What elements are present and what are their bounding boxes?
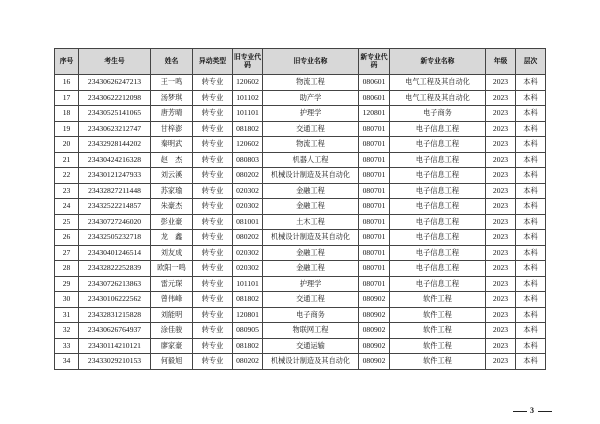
cell-grade: 2023 — [486, 75, 516, 91]
cell-name: 甘梓澎 — [151, 121, 193, 137]
cell-level: 本科 — [516, 168, 546, 184]
cell-new-major: 电子信息工程 — [390, 183, 486, 199]
cell-grade: 2023 — [486, 168, 516, 184]
cell-grade: 2023 — [486, 121, 516, 137]
cell-old-major: 金融工程 — [263, 199, 359, 215]
cell-new-major: 电子信息工程 — [390, 245, 486, 261]
cell-grade: 2023 — [486, 261, 516, 277]
cell-new-major: 电子商务 — [390, 106, 486, 122]
cell-change-type: 转专业 — [193, 230, 233, 246]
cell-seq: 29 — [55, 276, 79, 292]
cell-new-code: 080701 — [359, 152, 390, 168]
cell-name: 朱豪杰 — [151, 199, 193, 215]
cell-level: 本科 — [516, 106, 546, 122]
cell-new-major: 电气工程及其自动化 — [390, 90, 486, 106]
cell-name: 廖家豪 — [151, 338, 193, 354]
cell-new-code: 080701 — [359, 214, 390, 230]
cell-old-code: 081001 — [233, 214, 263, 230]
table-row — [55, 75, 546, 91]
cell-old-code: 120801 — [233, 307, 263, 323]
cell-new-code: 080902 — [359, 338, 390, 354]
cell-new-code: 080701 — [359, 261, 390, 277]
cell-old-major: 土木工程 — [263, 214, 359, 230]
cell-new-code: 080701 — [359, 168, 390, 184]
cell-old-major: 物流工程 — [263, 75, 359, 91]
cell-new-major: 电子信息工程 — [390, 152, 486, 168]
cell-name: 刘云溪 — [151, 168, 193, 184]
table-row — [55, 152, 546, 168]
table-row — [55, 90, 546, 106]
cell-change-type: 转专业 — [193, 75, 233, 91]
table-row — [55, 183, 546, 199]
cell-name: 唐芳晴 — [151, 106, 193, 122]
cell-seq: 25 — [55, 214, 79, 230]
cell-seq: 31 — [55, 307, 79, 323]
header-seq: 序号 — [55, 49, 79, 75]
cell-new-major: 电子信息工程 — [390, 230, 486, 246]
cell-seq: 30 — [55, 292, 79, 308]
cell-new-code: 080701 — [359, 276, 390, 292]
cell-level: 本科 — [516, 199, 546, 215]
header-level: 层次 — [516, 49, 546, 75]
cell-exam-id: 23430623212747 — [79, 121, 151, 137]
cell-old-major: 金融工程 — [263, 245, 359, 261]
cell-name: 龙 鑫 — [151, 230, 193, 246]
cell-seq: 27 — [55, 245, 79, 261]
cell-new-code: 080601 — [359, 75, 390, 91]
cell-seq: 22 — [55, 168, 79, 184]
table-row — [55, 121, 546, 137]
cell-name: 刘友成 — [151, 245, 193, 261]
cell-old-code: 020302 — [233, 261, 263, 277]
cell-level: 本科 — [516, 183, 546, 199]
cell-seq: 24 — [55, 199, 79, 215]
cell-grade: 2023 — [486, 245, 516, 261]
cell-change-type: 转专业 — [193, 214, 233, 230]
cell-grade: 2023 — [486, 152, 516, 168]
table-row — [55, 230, 546, 246]
cell-grade: 2023 — [486, 276, 516, 292]
cell-new-major: 电子信息工程 — [390, 276, 486, 292]
cell-change-type: 转专业 — [193, 323, 233, 339]
table-row — [55, 168, 546, 184]
cell-old-major: 机械设计制造及其自动化 — [263, 230, 359, 246]
cell-grade: 2023 — [486, 230, 516, 246]
cell-exam-id: 23432827211448 — [79, 183, 151, 199]
cell-new-major: 电子信息工程 — [390, 261, 486, 277]
cell-grade: 2023 — [486, 199, 516, 215]
cell-level: 本科 — [516, 323, 546, 339]
cell-new-code: 120801 — [359, 106, 390, 122]
cell-new-code: 080902 — [359, 307, 390, 323]
header-old-major: 旧专业名称 — [263, 49, 359, 75]
cell-new-major: 电子信息工程 — [390, 121, 486, 137]
cell-change-type: 转专业 — [193, 199, 233, 215]
cell-old-major: 助产学 — [263, 90, 359, 106]
cell-new-major: 电子信息工程 — [390, 137, 486, 153]
cell-change-type: 转专业 — [193, 152, 233, 168]
cell-new-code: 080701 — [359, 245, 390, 261]
cell-name: 雷元琛 — [151, 276, 193, 292]
cell-seq: 20 — [55, 137, 79, 153]
cell-exam-id: 23432831215828 — [79, 307, 151, 323]
cell-level: 本科 — [516, 137, 546, 153]
header-exam-id: 考生号 — [79, 49, 151, 75]
cell-grade: 2023 — [486, 214, 516, 230]
cell-level: 本科 — [516, 245, 546, 261]
cell-exam-id: 23430626764937 — [79, 323, 151, 339]
cell-exam-id: 23432822252839 — [79, 261, 151, 277]
cell-grade: 2023 — [486, 307, 516, 323]
cell-new-code: 080701 — [359, 137, 390, 153]
cell-old-major: 电子商务 — [263, 307, 359, 323]
table-row — [55, 307, 546, 323]
cell-name: 曾伟峰 — [151, 292, 193, 308]
cell-old-code: 120602 — [233, 75, 263, 91]
cell-change-type: 转专业 — [193, 106, 233, 122]
cell-new-code: 080601 — [359, 90, 390, 106]
cell-change-type: 转专业 — [193, 121, 233, 137]
cell-level: 本科 — [516, 261, 546, 277]
cell-exam-id: 23432928144202 — [79, 137, 151, 153]
cell-change-type: 转专业 — [193, 292, 233, 308]
cell-change-type: 转专业 — [193, 183, 233, 199]
table-row — [55, 354, 546, 370]
cell-old-code: 120602 — [233, 137, 263, 153]
cell-old-major: 机械设计制造及其自动化 — [263, 168, 359, 184]
cell-old-major: 交通运输 — [263, 338, 359, 354]
table-row — [55, 214, 546, 230]
header-new-major: 新专业名称 — [390, 49, 486, 75]
cell-name: 彭业豪 — [151, 214, 193, 230]
cell-old-major: 金融工程 — [263, 183, 359, 199]
cell-seq: 16 — [55, 75, 79, 91]
cell-name: 何毅旭 — [151, 354, 193, 370]
cell-old-code: 101101 — [233, 276, 263, 292]
table-row — [55, 199, 546, 215]
cell-new-major: 软件工程 — [390, 292, 486, 308]
cell-level: 本科 — [516, 354, 546, 370]
cell-change-type: 转专业 — [193, 245, 233, 261]
cell-seq: 32 — [55, 323, 79, 339]
cell-old-code: 081802 — [233, 338, 263, 354]
cell-old-code: 020302 — [233, 199, 263, 215]
cell-new-major: 电子信息工程 — [390, 214, 486, 230]
cell-old-major: 交通工程 — [263, 121, 359, 137]
cell-new-code: 080701 — [359, 121, 390, 137]
cell-new-major: 电气工程及其自动化 — [390, 75, 486, 91]
cell-old-major: 护理学 — [263, 276, 359, 292]
table-row — [55, 292, 546, 308]
cell-old-code: 101102 — [233, 90, 263, 106]
cell-level: 本科 — [516, 152, 546, 168]
cell-old-major: 物联网工程 — [263, 323, 359, 339]
cell-new-major: 软件工程 — [390, 338, 486, 354]
cell-change-type: 转专业 — [193, 261, 233, 277]
transfer-roster-table — [54, 48, 546, 370]
cell-grade: 2023 — [486, 137, 516, 153]
page-number — [513, 406, 552, 415]
cell-level: 本科 — [516, 214, 546, 230]
table-row — [55, 338, 546, 354]
page-number-dash-left — [513, 411, 527, 412]
header-name: 姓名 — [151, 49, 193, 75]
cell-name: 苏家瑜 — [151, 183, 193, 199]
cell-new-major: 电子信息工程 — [390, 199, 486, 215]
cell-grade: 2023 — [486, 338, 516, 354]
cell-old-code: 080803 — [233, 152, 263, 168]
cell-seq: 23 — [55, 183, 79, 199]
cell-change-type: 转专业 — [193, 354, 233, 370]
cell-grade: 2023 — [486, 323, 516, 339]
cell-new-major: 软件工程 — [390, 323, 486, 339]
cell-name: 欧阳一鸣 — [151, 261, 193, 277]
cell-new-code: 080701 — [359, 230, 390, 246]
cell-old-code: 020302 — [233, 245, 263, 261]
cell-seq: 33 — [55, 338, 79, 354]
cell-exam-id: 23430622212098 — [79, 90, 151, 106]
cell-old-code: 080202 — [233, 230, 263, 246]
cell-new-code: 080902 — [359, 323, 390, 339]
cell-name: 刘能明 — [151, 307, 193, 323]
cell-seq: 21 — [55, 152, 79, 168]
cell-exam-id: 23433029210153 — [79, 354, 151, 370]
header-new-code: 新专业代码 — [359, 49, 390, 75]
cell-old-major: 机器人工程 — [263, 152, 359, 168]
cell-change-type: 转专业 — [193, 168, 233, 184]
table-row — [55, 276, 546, 292]
cell-old-code: 081802 — [233, 121, 263, 137]
cell-seq: 19 — [55, 121, 79, 137]
cell-level: 本科 — [516, 121, 546, 137]
cell-exam-id: 23430626247213 — [79, 75, 151, 91]
cell-new-code: 080701 — [359, 183, 390, 199]
cell-name: 涂佳骏 — [151, 323, 193, 339]
cell-old-code: 020302 — [233, 183, 263, 199]
cell-name: 赵 杰 — [151, 152, 193, 168]
cell-exam-id: 23430726213863 — [79, 276, 151, 292]
cell-old-major: 交通工程 — [263, 292, 359, 308]
header-grade: 年级 — [486, 49, 516, 75]
cell-seq: 18 — [55, 106, 79, 122]
cell-old-code: 080202 — [233, 168, 263, 184]
cell-grade: 2023 — [486, 106, 516, 122]
cell-exam-id: 23432522214857 — [79, 199, 151, 215]
table-row — [55, 261, 546, 277]
cell-old-major: 机械设计制造及其自动化 — [263, 354, 359, 370]
header-row — [55, 49, 546, 75]
cell-change-type: 转专业 — [193, 338, 233, 354]
cell-old-major: 物流工程 — [263, 137, 359, 153]
cell-old-code: 080202 — [233, 354, 263, 370]
cell-new-major: 软件工程 — [390, 354, 486, 370]
cell-exam-id: 23430727246020 — [79, 214, 151, 230]
cell-level: 本科 — [516, 292, 546, 308]
cell-level: 本科 — [516, 90, 546, 106]
cell-old-major: 护理学 — [263, 106, 359, 122]
cell-new-code: 080701 — [359, 199, 390, 215]
cell-name: 王一鸣 — [151, 75, 193, 91]
cell-new-major: 软件工程 — [390, 307, 486, 323]
cell-grade: 2023 — [486, 183, 516, 199]
cell-new-major: 电子信息工程 — [390, 168, 486, 184]
page-number-value: 3 — [530, 406, 535, 415]
cell-name: 秦明武 — [151, 137, 193, 153]
cell-old-code: 101101 — [233, 106, 263, 122]
table-row — [55, 137, 546, 153]
cell-grade: 2023 — [486, 90, 516, 106]
cell-seq: 17 — [55, 90, 79, 106]
cell-seq: 34 — [55, 354, 79, 370]
cell-level: 本科 — [516, 75, 546, 91]
cell-seq: 26 — [55, 230, 79, 246]
cell-new-code: 080902 — [359, 292, 390, 308]
cell-exam-id: 23430525141065 — [79, 106, 151, 122]
cell-seq: 28 — [55, 261, 79, 277]
cell-grade: 2023 — [486, 292, 516, 308]
cell-change-type: 转专业 — [193, 276, 233, 292]
cell-exam-id: 23430424216328 — [79, 152, 151, 168]
table-body — [55, 75, 546, 370]
cell-old-major: 金融工程 — [263, 261, 359, 277]
cell-exam-id: 23430114210121 — [79, 338, 151, 354]
cell-change-type: 转专业 — [193, 307, 233, 323]
cell-exam-id: 23430106222562 — [79, 292, 151, 308]
cell-level: 本科 — [516, 230, 546, 246]
cell-level: 本科 — [516, 307, 546, 323]
cell-level: 本科 — [516, 276, 546, 292]
cell-old-code: 081802 — [233, 292, 263, 308]
cell-name: 汤梦琪 — [151, 90, 193, 106]
table-row — [55, 245, 546, 261]
page-number-dash-right — [538, 411, 552, 412]
header-old-code: 旧专业代码 — [233, 49, 263, 75]
cell-old-code: 080905 — [233, 323, 263, 339]
cell-grade: 2023 — [486, 354, 516, 370]
cell-exam-id: 23432505232718 — [79, 230, 151, 246]
table-header — [55, 49, 546, 75]
cell-change-type: 转专业 — [193, 90, 233, 106]
cell-exam-id: 23430121247933 — [79, 168, 151, 184]
cell-exam-id: 23430401246514 — [79, 245, 151, 261]
table-row — [55, 323, 546, 339]
header-change-type: 异动类型 — [193, 49, 233, 75]
cell-change-type: 转专业 — [193, 137, 233, 153]
cell-level: 本科 — [516, 338, 546, 354]
table-row — [55, 106, 546, 122]
cell-new-code: 080902 — [359, 354, 390, 370]
